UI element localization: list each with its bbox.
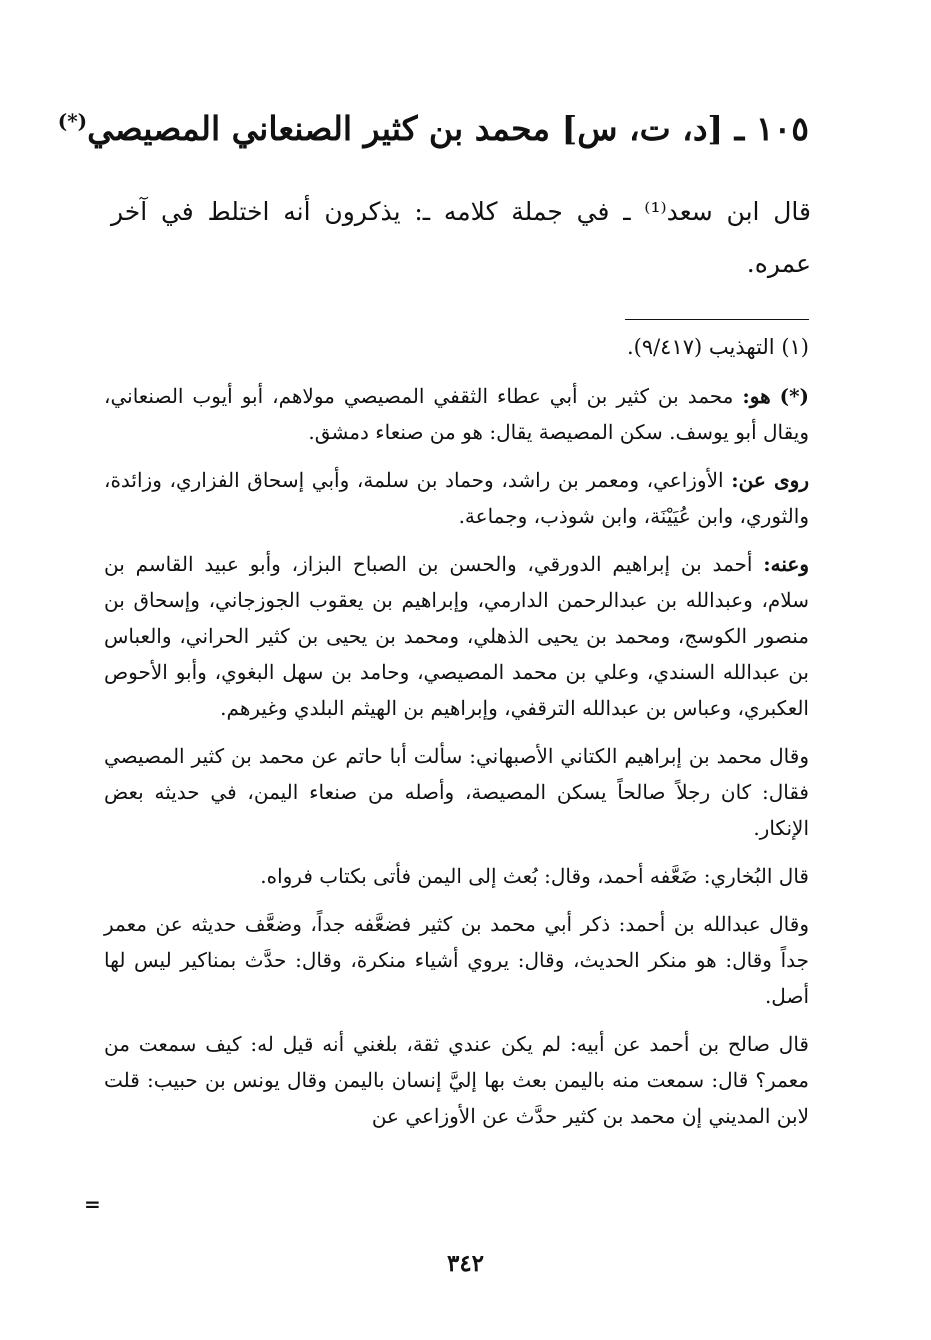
bio-paragraph-6 (104, 906, 809, 1014)
bio-footnote (104, 378, 809, 1146)
bio-text-4: وقال محمد بن إبراهيم الكتاني الأصبهاني: سألت أبا حاتم عن محمد بن كثير المصيصي فقال: كان رجلاً صالحاً يسكن المصيصة، وأصله من صنعاء اليمن، في حديثه بعض الإنكار. (104, 744, 809, 840)
bio-paragraph-5 (104, 858, 809, 894)
footnote-rule (625, 319, 809, 320)
main-text: قال ابن سعد⁽¹⁾ ـ في جملة كلامه ـ: يذكرون أنه اختلط في آخر عمره. (111, 197, 811, 278)
bio-text-3: أحمد بن إبراهيم الدورقي، والحسن بن الصباح البزاز، وأبو عبيد القاسم بن سلام، وعبدالله بن عبدالرحمن الدارمي، وإبراهيم بن يعقوب الجوزجاني، وإسحاق بن منصور الكوسج، ومحمد بن يحيى الذهلي، ومحمد بن يحيى بن كثير الحراني، والعباس بن عبدالله السندي، وعلي بن محمد المصيصي، وحامد بن سهل البغوي، وأبو الأحوص العكبري، وعباس بن عبدالله الترقفي، وإبراهيم بن الهيثم البلدي وغيرهم. (104, 552, 809, 720)
entry-codes: [د، ت، س] (561, 109, 724, 148)
bio-paragraph-1 (104, 378, 809, 450)
bio-lead-1: هو: (742, 384, 771, 408)
bio-marker: (*) (779, 384, 809, 408)
bio-text-7: قال صالح بن أحمد عن أبيه: لم يكن عندي ثقة، بلغني أنه قيل له: كيف سمعت من معمر؟ قال: سمعت منه باليمن بعث بها إليَّ إنسان باليمن وقال يونس بن حبيب: قلت لابن المديني إن محمد بن كثير حدَّث عن الأوزاعي عن (104, 1032, 809, 1128)
entry-name: محمد بن كثير الصنعاني المصيصي (87, 109, 551, 148)
entry-number: ١٠٥ (755, 109, 809, 148)
bio-text-1: محمد بن كثير بن أبي عطاء الثقفي المصيصي مولاهم، أبو أيوب الصنعاني، ويقال أبو يوسف. سكن المصيصة يقال: هو من صنعاء دمشق. (104, 384, 809, 444)
bio-text-2: الأوزاعي، ومعمر بن راشد، وحماد بن سلمة، وأبي إسحاق الفزاري، وزائدة، والثوري، وابن عُيَيْنَة، وابن شوذب، وجماعة. (104, 468, 809, 528)
footnote-1: (١) التهذيب (٩/٤١٧). (626, 335, 809, 359)
bio-lead-2: روى عن: (731, 468, 809, 492)
bio-paragraph-3 (104, 546, 809, 726)
entry-dash: ـ (734, 109, 745, 148)
page-number: ٣٤٢ (446, 1250, 485, 1277)
bio-paragraph-7 (104, 1026, 809, 1134)
entry-heading (57, 96, 809, 154)
bio-paragraph-2 (104, 462, 809, 534)
bio-text-6: وقال عبدالله بن أحمد: ذكر أبي محمد بن كثير فضعَّفه جداً، وضعَّف حديثه عن معمر جداً وقال: هو منكر الحديث، وقال: يروي أشياء منكرة، وقال: حدَّث بمناكير ليس لها أصل. (104, 912, 809, 1008)
continuation-mark: = (84, 1192, 101, 1216)
entry-note-mark: (*) (57, 109, 88, 133)
bio-paragraph-4 (104, 738, 809, 846)
bio-lead-3: وعنه: (763, 552, 809, 576)
bio-text-5: قال البُخاري: ضَعَّفه أحمد، وقال: بُعث إلى اليمن فأتى بكتاب فرواه. (260, 864, 809, 888)
